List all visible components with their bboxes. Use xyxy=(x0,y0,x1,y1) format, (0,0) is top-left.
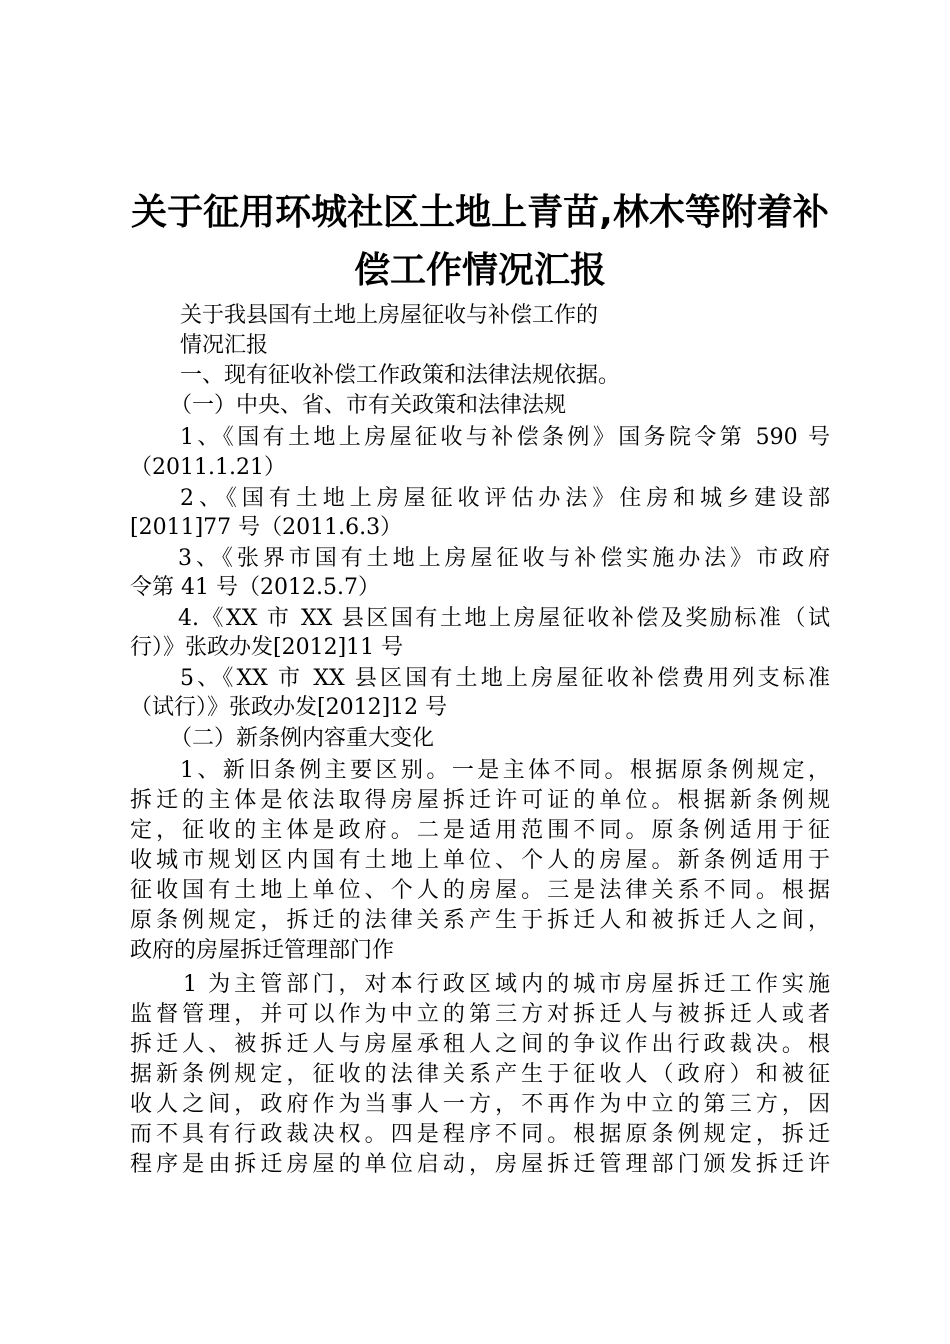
paragraph-line: 监督管理，并可以作为中立的第三方对拆迁人与被拆迁人或者 xyxy=(130,1002,830,1027)
list-item-1-line-1: 1、《国有土地上房屋征收与补偿条例》国务院令第 590 号 xyxy=(180,425,830,450)
document-title-line-2: 偿工作情况汇报 xyxy=(353,250,606,291)
list-item-3-line-2: 令第 41 号（2012.5.7） xyxy=(130,575,380,600)
paragraph-line: 拆迁人、被拆迁人与房屋承租人之间的争议作出行政裁决。根 xyxy=(130,1032,830,1057)
subsection-heading-1: （一）中央、省、市有关政策和法律法规 xyxy=(170,393,567,418)
paragraph-line: 拆迁的主体是依法取得房屋拆迁许可证的单位。根据新条例规 xyxy=(130,788,830,813)
paragraph-line: 收人之间，政府作为当事人一方，不再作为中立的第三方，因 xyxy=(130,1092,830,1117)
paragraph-line: 而不具有行政裁决权。四是程序不同。根据原条例规定，拆迁 xyxy=(130,1122,830,1147)
paragraph-line: 征收国有土地上单位、个人的房屋。三是法律关系不同。根据 xyxy=(130,878,830,903)
paragraph-line: 1、新旧条例主要区别。一是主体不同。根据原条例规定， xyxy=(180,758,830,783)
list-item-4-line-2: 行）》张政办发[2012]11 号 xyxy=(130,635,404,660)
list-item-4-line-1: 4.《XX 市 XX 县区国有土地上房屋征收补偿及奖励标准（试 xyxy=(178,606,830,631)
list-item-2-line-1: 2、《国有土地上房屋征收评估办法》住房和城乡建设部 xyxy=(180,486,830,511)
section-heading-1: 一、现有征收补偿工作政策和法律法规依据。 xyxy=(180,363,621,388)
subtitle-line-1: 关于我县国有土地上房屋征收与补偿工作的 xyxy=(180,303,599,328)
paragraph-line: 收城市规划区内国有土地上单位、个人的房屋。新条例适用于 xyxy=(130,848,830,873)
paragraph-line: 政府的房屋拆迁管理部门作 xyxy=(130,938,395,963)
paragraph-line: 程序是由拆迁房屋的单位启动，房屋拆迁管理部门颁发拆迁许 xyxy=(130,1152,830,1177)
list-item-1-line-2: （2011.1.21） xyxy=(130,455,286,480)
list-item-2-line-2: [2011]77 号（2011.6.3） xyxy=(130,515,403,540)
paragraph-line: 1 为主管部门，对本行政区域内的城市房屋拆迁工作实施 xyxy=(183,972,830,997)
paragraph-line: 据新条例规定，征收的法律关系产生于征收人（政府）和被征 xyxy=(130,1062,830,1087)
paragraph-line: 定，征收的主体是政府。二是适用范围不同。原条例适用于征 xyxy=(130,818,830,843)
list-item-5-line-1: 5、《XX 市 XX 县区国有土地上房屋征收补偿费用列支标准 xyxy=(180,666,830,691)
document-title-line-1: 关于征用环城社区土地上青苗,林木等附着补 xyxy=(131,192,829,233)
subsection-heading-2: （二）新条例内容重大变化 xyxy=(170,726,435,751)
list-item-5-line-2: （试行）》张政办发[2012]12 号 xyxy=(130,695,448,720)
list-item-3-line-1: 3、《张界市国有土地上房屋征收与补偿实施办法》市政府 xyxy=(178,546,830,571)
paragraph-line: 原条例规定，拆迁的法律关系产生于拆迁人和被拆迁人之间， xyxy=(130,908,830,933)
subtitle-line-2: 情况汇报 xyxy=(180,333,269,358)
